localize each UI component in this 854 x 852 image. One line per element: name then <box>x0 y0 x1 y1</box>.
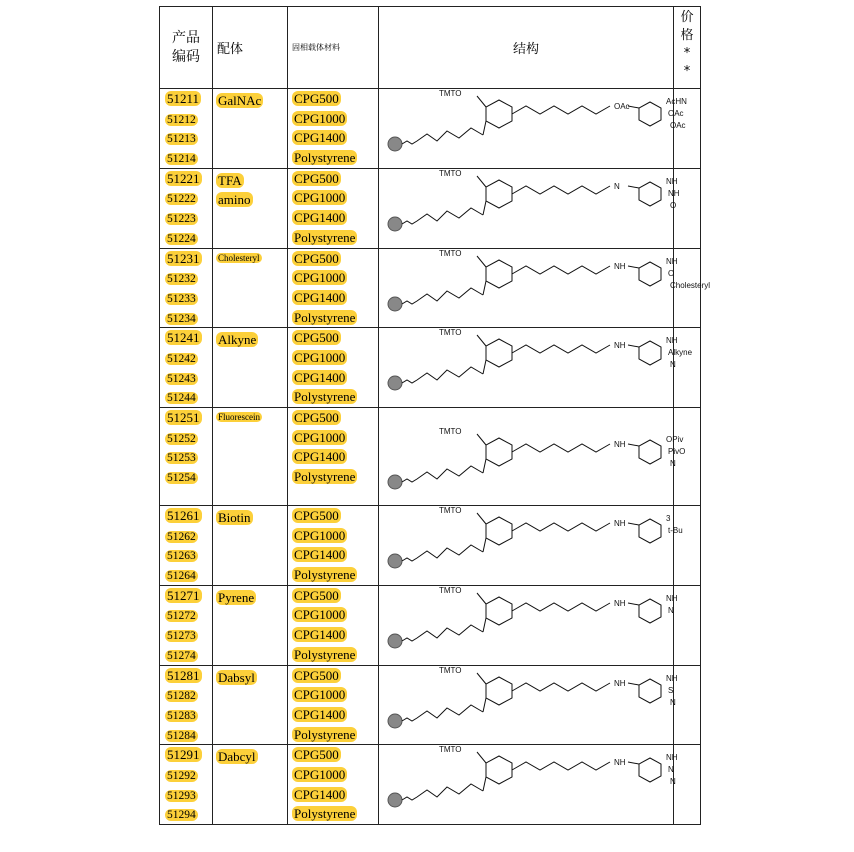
product-code: 51283 <box>167 709 196 722</box>
support-material: CPG1000 <box>294 270 346 286</box>
ligand-name: Alkyne <box>218 332 257 348</box>
structure-label: NH <box>614 341 626 351</box>
structure-label: 3 <box>666 514 671 523</box>
ligand-cell <box>213 89 288 169</box>
support-material: CPG500 <box>294 250 339 266</box>
support-material: CPG500 <box>294 170 339 186</box>
product-code: 51291 <box>167 747 200 763</box>
solid-support-bead <box>388 137 402 151</box>
table-row <box>160 248 701 328</box>
product-code: 51274 <box>167 649 196 662</box>
structure-label: NH <box>666 176 678 186</box>
table-row <box>160 89 701 169</box>
header-code-line1: 产品 <box>172 29 200 46</box>
structure-label: N <box>670 459 676 468</box>
support-material: Polystyrene <box>294 646 356 662</box>
product-code: 51233 <box>167 292 196 305</box>
table-row <box>160 328 701 408</box>
support-material: CPG1400 <box>294 130 346 146</box>
product-codes-cell <box>160 408 213 506</box>
header-code-line2: 编码 <box>172 48 200 65</box>
structure-label: OAc <box>614 102 630 111</box>
product-codes-cell <box>160 506 213 586</box>
product-code: 51251 <box>167 410 200 425</box>
structure-cell <box>379 168 680 248</box>
product-code: 51213 <box>167 133 196 146</box>
terminal-ring <box>639 440 661 464</box>
product-code: 51262 <box>167 530 196 543</box>
ligand-name: GalNAc <box>218 93 262 108</box>
ligand-name: TFA <box>218 172 242 188</box>
piperidine-ring <box>486 677 512 705</box>
product-code: 51263 <box>167 550 196 563</box>
support-material: CPG1000 <box>294 607 346 623</box>
piperidine-ring <box>486 339 512 367</box>
structure-label: N <box>670 777 676 787</box>
piperidine-ring <box>486 260 512 288</box>
support-material: Polystyrene <box>294 469 356 485</box>
structure-cell <box>379 408 686 506</box>
structure-label: N <box>614 181 620 191</box>
structure-label: TMTO <box>439 248 462 258</box>
ligand-cell <box>213 328 288 408</box>
support-material: CPG1000 <box>294 429 346 445</box>
table-row <box>160 585 701 665</box>
product-code: 51292 <box>167 769 196 782</box>
structure-label: OPiv <box>666 435 684 444</box>
solid-support-bead <box>388 376 402 390</box>
structure-label: N <box>670 360 676 370</box>
ligand-name: amino <box>218 191 251 207</box>
support-material: CPG500 <box>294 91 339 106</box>
product-code: 51293 <box>167 789 196 802</box>
linker-chain <box>402 784 483 800</box>
product-code: 51282 <box>167 690 196 703</box>
product-code: 51252 <box>167 432 196 445</box>
product-code: 51221 <box>167 170 200 186</box>
linker-chain <box>402 625 483 641</box>
linker-chain <box>402 466 483 482</box>
structure-label: TMTO <box>439 665 462 675</box>
header-price-char: 价 <box>680 10 694 25</box>
chemical-structure-alkyne <box>379 328 693 405</box>
piperidine-ring <box>486 517 512 545</box>
support-cell <box>288 328 379 408</box>
product-code: 51244 <box>167 392 196 405</box>
support-cell <box>288 585 379 665</box>
structure-label: TMTO <box>439 585 462 595</box>
chemical-structure-galnac <box>379 89 687 166</box>
product-codes-cell <box>160 248 213 328</box>
ligand-name: Fluorescein <box>218 412 260 422</box>
chemical-structure-cholesteryl <box>379 248 711 326</box>
ligand-name: Dabcyl <box>218 749 256 765</box>
terminal-ring <box>639 679 661 703</box>
piperidine-ring <box>486 100 512 128</box>
ligand-name: Biotin <box>218 510 251 525</box>
solid-support-bead <box>388 554 402 568</box>
structure-label: TMTO <box>439 168 462 178</box>
support-material: CPG1000 <box>294 527 346 543</box>
ligand-cell <box>213 745 288 825</box>
structure-label: t-Bu <box>668 526 683 535</box>
linker-chain <box>402 367 483 383</box>
structure-label: AcHN <box>666 97 687 106</box>
product-codes-cell <box>160 89 213 169</box>
support-material: CPG500 <box>294 410 339 425</box>
structure-label: NH <box>614 440 626 449</box>
support-material: Polystyrene <box>294 150 356 166</box>
support-cell <box>288 248 379 328</box>
linker-chain <box>402 288 483 304</box>
structure-label: PivO <box>668 447 686 456</box>
support-material: Polystyrene <box>294 726 356 742</box>
product-code: 51261 <box>167 508 200 523</box>
piperidine-ring <box>486 597 512 625</box>
table-row <box>160 665 701 745</box>
ligand-name: Pyrene <box>218 589 255 605</box>
ligand-name: Dabsyl <box>218 669 255 685</box>
support-material: CPG1000 <box>294 766 346 782</box>
structure-label: O <box>670 200 677 210</box>
terminal-ring <box>639 519 661 543</box>
structure-label: NH <box>614 519 626 528</box>
ligand-cell <box>213 168 288 248</box>
support-material: CPG1000 <box>294 110 346 126</box>
support-material: CPG500 <box>294 587 339 603</box>
solid-support-bead <box>388 634 402 648</box>
support-material: Polystyrene <box>294 229 356 245</box>
support-cell <box>288 89 379 169</box>
support-material: CPG1400 <box>294 627 346 643</box>
header-code <box>160 7 213 89</box>
product-codes-cell <box>160 585 213 665</box>
product-codes-cell <box>160 168 213 248</box>
support-material: CPG1400 <box>294 786 346 802</box>
structure-label: TMTO <box>439 328 462 338</box>
support-cell <box>288 408 379 506</box>
solid-support-bead <box>388 297 402 311</box>
piperidine-ring <box>486 180 512 208</box>
structure-label: TMTO <box>439 89 462 98</box>
product-code: 51273 <box>167 630 196 643</box>
structure-label: NH <box>614 758 626 768</box>
solid-support-bead <box>388 714 402 728</box>
structure-cell <box>379 506 683 586</box>
ligand-cell <box>213 506 288 586</box>
structure-cell <box>379 248 711 328</box>
ligand-cell <box>213 408 288 506</box>
support-material: Polystyrene <box>294 309 356 325</box>
structure-label: NH <box>666 753 678 763</box>
support-material: Polystyrene <box>294 806 356 822</box>
product-code: 51214 <box>167 153 196 166</box>
product-code: 51212 <box>167 113 196 126</box>
product-code: 51281 <box>167 667 200 683</box>
terminal-ring <box>639 341 661 365</box>
product-code: 51241 <box>167 330 200 346</box>
header-structure: 结构 <box>379 7 674 89</box>
linker-chain <box>402 545 483 561</box>
solid-support-bead <box>388 475 402 489</box>
support-material: CPG1400 <box>294 289 346 305</box>
chemical-structure-tfa-amino <box>379 168 680 246</box>
structure-label: NH <box>614 261 626 271</box>
structure-label: NH <box>666 593 678 603</box>
product-code: 51231 <box>167 250 200 266</box>
structure-label: Cholesteryl <box>670 280 711 290</box>
product-codes-cell <box>160 665 213 745</box>
product-table <box>159 6 711 825</box>
structure-label: NH <box>666 336 678 346</box>
terminal-ring <box>639 262 661 286</box>
table-row <box>160 745 701 825</box>
structure-label: NH <box>666 673 678 683</box>
product-code: 51234 <box>167 312 196 325</box>
structure-label: TMTO <box>439 745 462 755</box>
support-material: CPG1400 <box>294 210 346 226</box>
ligand-name: Cholesteryl <box>218 252 260 263</box>
product-code: 51242 <box>167 352 196 365</box>
product-codes-cell <box>160 328 213 408</box>
support-material: CPG1400 <box>294 547 346 563</box>
ligand-cell <box>213 585 288 665</box>
piperidine-ring <box>486 438 512 466</box>
product-code: 51271 <box>167 587 200 603</box>
structure-cell <box>379 665 678 745</box>
support-cell <box>288 665 379 745</box>
structure-label: OAc <box>668 109 684 118</box>
structure-cell <box>379 89 687 169</box>
product-code: 51223 <box>167 213 196 226</box>
chemical-structure-dabsyl <box>379 665 678 743</box>
structure-label: N <box>668 605 674 615</box>
support-material: Polystyrene <box>294 389 356 405</box>
structure-label: NH <box>614 598 626 608</box>
piperidine-ring <box>486 756 512 784</box>
chemical-structure-dabcyl <box>379 745 678 822</box>
support-material: CPG500 <box>294 747 339 763</box>
support-cell <box>288 745 379 825</box>
support-material: CPG500 <box>294 508 339 523</box>
table-row <box>160 408 701 506</box>
solid-support-bead <box>388 217 402 231</box>
support-material: CPG1000 <box>294 687 346 703</box>
chemical-structure-pyrene <box>379 585 678 663</box>
structure-label: Alkyne <box>668 348 693 358</box>
product-code: 51272 <box>167 610 196 623</box>
price-cell <box>674 408 701 506</box>
header-price-char: * <box>683 46 691 61</box>
linker-chain <box>402 128 483 144</box>
terminal-ring <box>639 102 661 126</box>
product-code: 51254 <box>167 472 196 485</box>
product-code: 51264 <box>167 570 196 583</box>
product-code: 51211 <box>167 91 200 106</box>
structure-label: N <box>668 765 674 775</box>
product-code: 51284 <box>167 729 196 742</box>
header-support: 固相载体材料 <box>288 7 379 89</box>
support-material: CPG1000 <box>294 190 346 206</box>
support-cell <box>288 506 379 586</box>
product-code: 51232 <box>167 273 196 286</box>
product-code: 51294 <box>167 809 196 822</box>
support-material: CPG500 <box>294 330 339 346</box>
chemical-structure-biotin <box>379 506 683 583</box>
product-code: 51243 <box>167 372 196 385</box>
structure-label: N <box>670 697 676 707</box>
structure-cell <box>379 745 678 825</box>
header-price-char: * <box>683 64 691 79</box>
structure-cell <box>379 328 693 408</box>
chemical-structure-fluorescein <box>379 408 686 504</box>
product-codes-cell <box>160 745 213 825</box>
structure-label: O <box>668 268 675 278</box>
price-cell <box>674 506 701 586</box>
support-cell <box>288 168 379 248</box>
structure-label: NH <box>614 678 626 688</box>
solid-support-bead <box>388 793 402 807</box>
header-price-char: 格 <box>680 28 694 43</box>
structure-label: S <box>668 685 674 695</box>
header-price <box>674 7 701 89</box>
table-row <box>160 506 701 586</box>
support-material: CPG1400 <box>294 449 346 465</box>
table-row <box>160 168 701 248</box>
header-ligand: 配体 <box>213 7 288 89</box>
structure-label: OAc <box>670 121 686 130</box>
support-material: CPG1000 <box>294 349 346 365</box>
structure-cell <box>379 585 678 665</box>
terminal-ring <box>639 758 661 782</box>
support-material: Polystyrene <box>294 567 356 583</box>
ligand-cell <box>213 248 288 328</box>
linker-chain <box>402 705 483 721</box>
product-code: 51253 <box>167 452 196 465</box>
header-row <box>160 7 701 89</box>
terminal-ring <box>639 182 661 206</box>
support-material: CPG500 <box>294 667 339 683</box>
terminal-ring <box>639 599 661 623</box>
structure-label: NH <box>668 188 680 198</box>
product-code: 51222 <box>167 193 196 206</box>
structure-label: NH <box>666 256 678 266</box>
product-code: 51224 <box>167 232 196 245</box>
support-material: CPG1400 <box>294 369 346 385</box>
support-material: CPG1400 <box>294 706 346 722</box>
structure-label: TMTO <box>439 506 462 515</box>
linker-chain <box>402 208 483 224</box>
structure-label: TMTO <box>439 427 462 436</box>
ligand-cell <box>213 665 288 745</box>
